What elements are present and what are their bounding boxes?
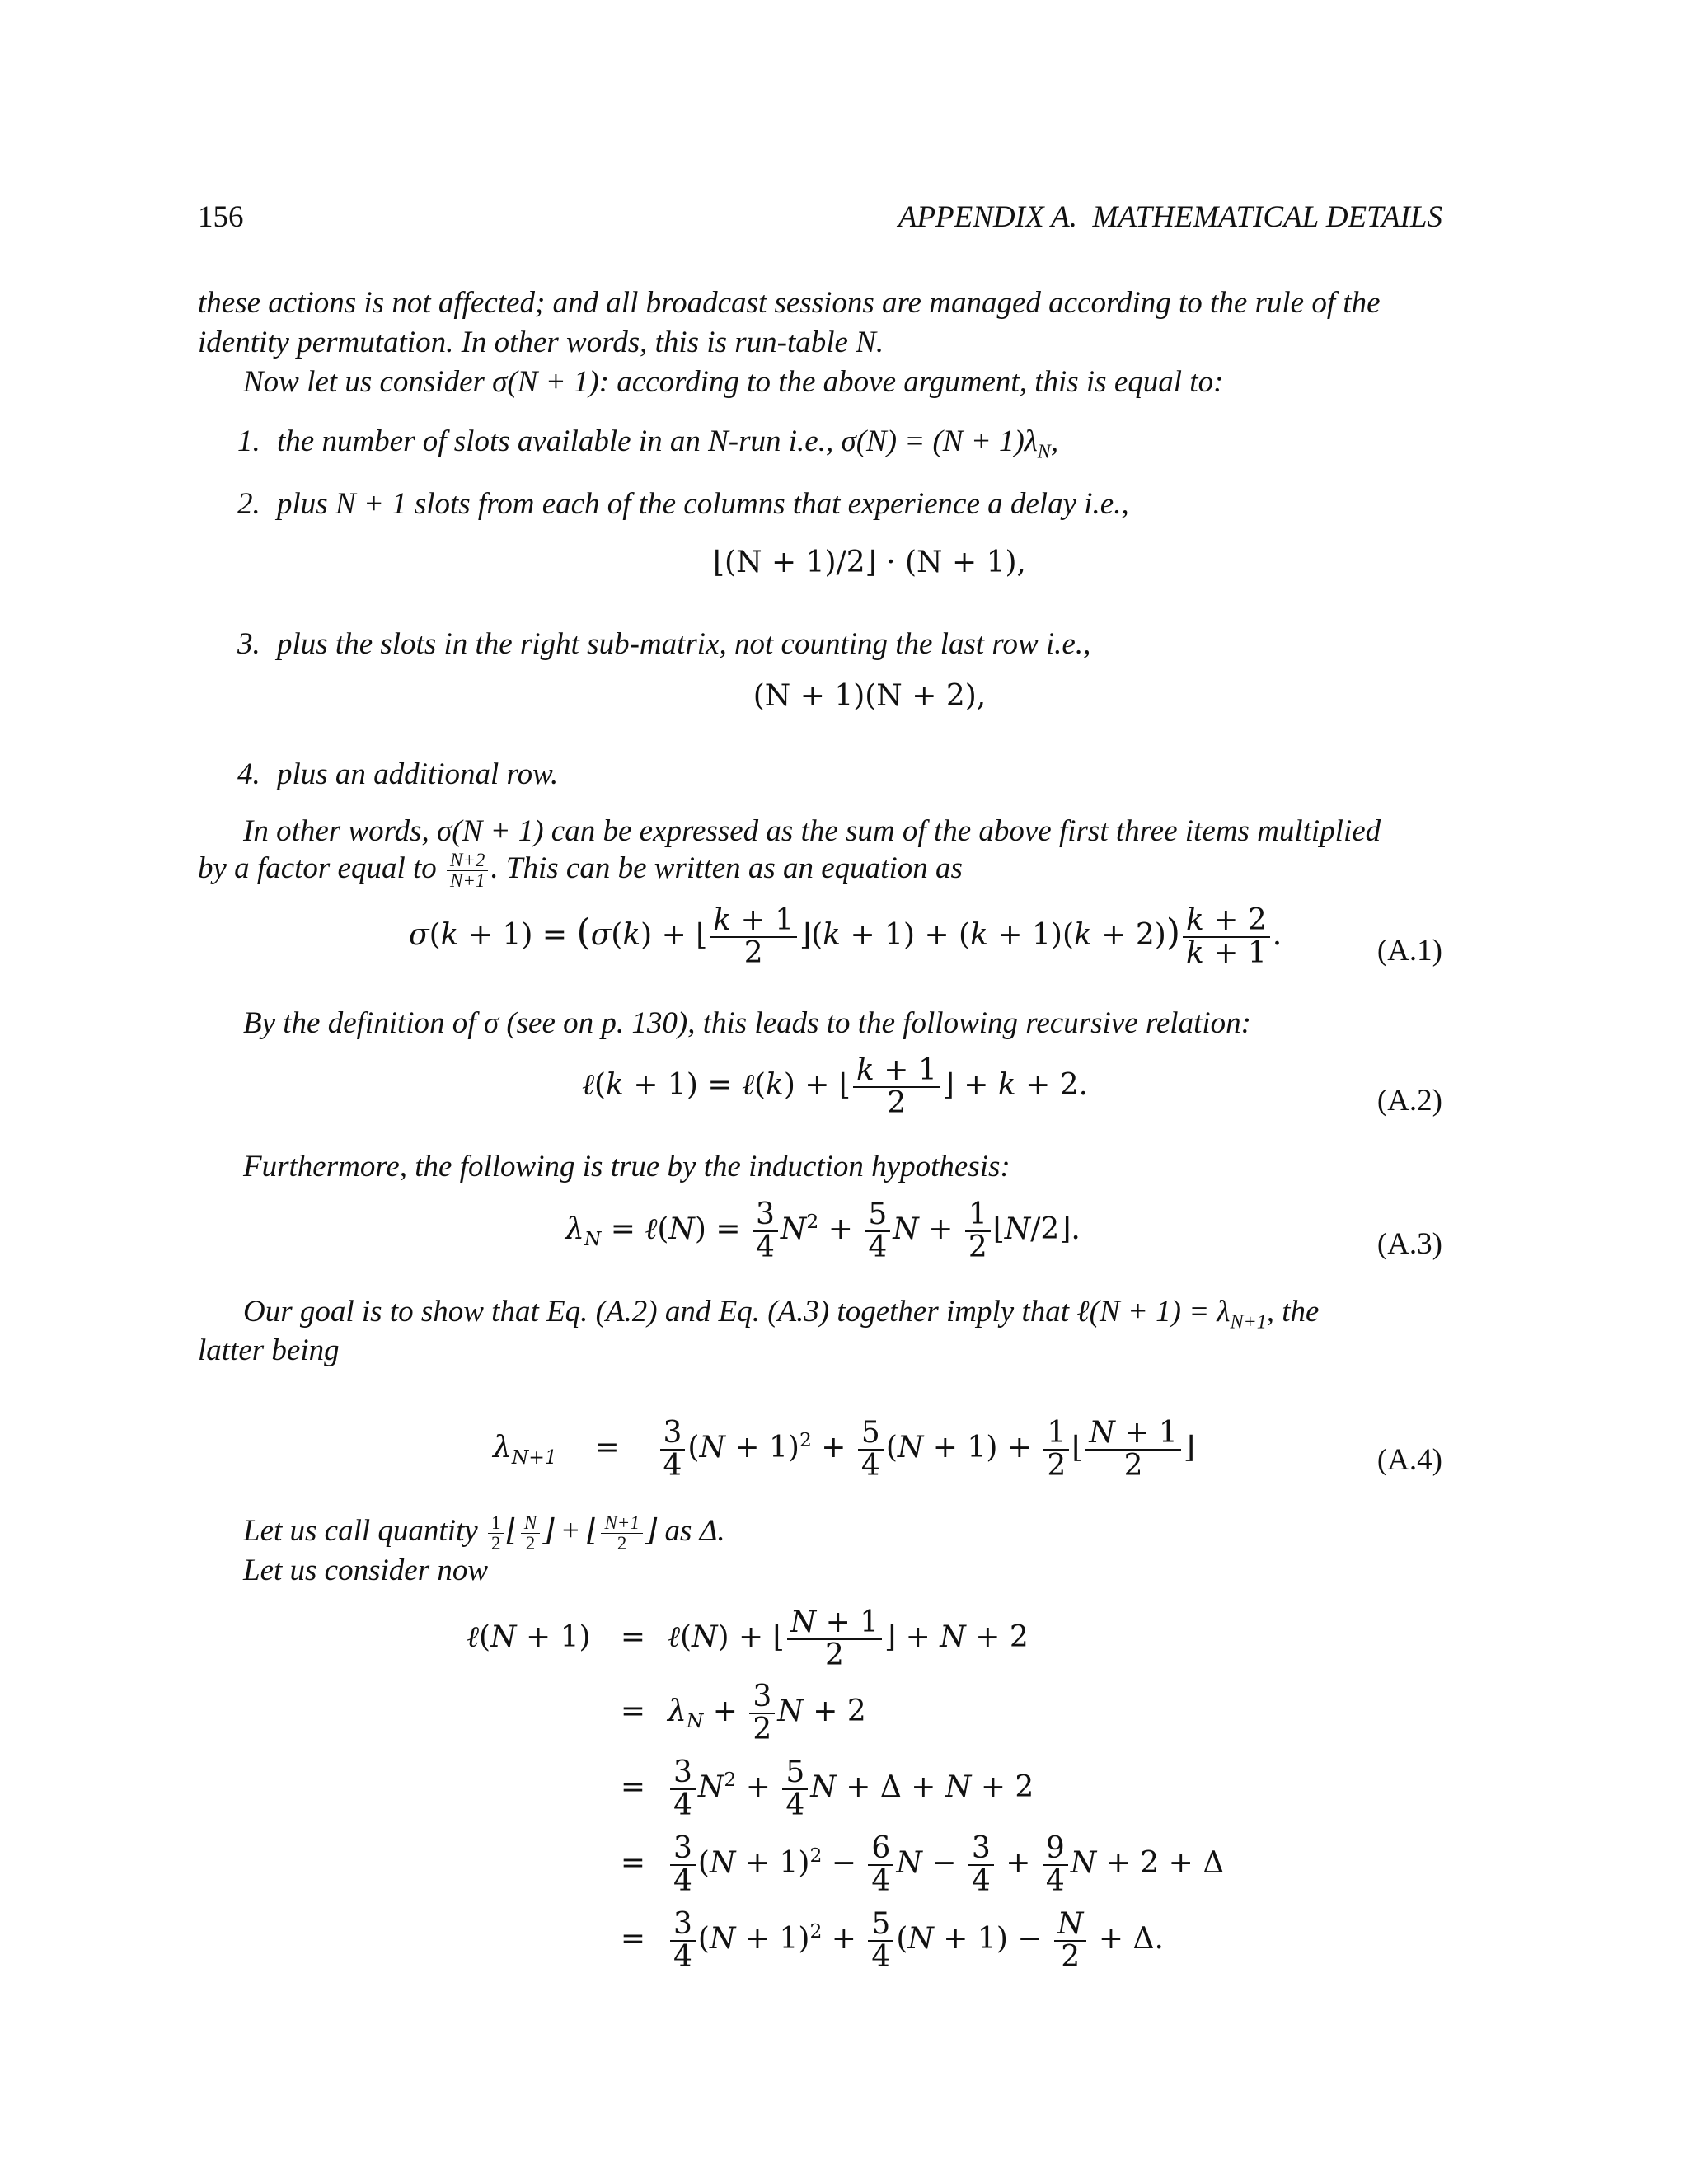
list-item-text: plus N + 1 slots from each of the columns that experience a delay i.e., <box>277 487 1129 521</box>
list-item-text: plus the slots in the right sub-matrix, not counting the last row i.e., <box>277 627 1091 661</box>
paragraph-7-tail: as Δ. <box>664 1514 725 1548</box>
paragraph-4: By the definition of σ (see on p. 130), this leads to the following recursive relation: <box>243 1006 1251 1040</box>
list-item-number: 1. <box>237 424 260 458</box>
equation-a3: $\lambda_N$ = ℓ(N) = $\frac{3}{4}$ $N^2$ + $\frac{5}{4}$ N + $\frac{1}{2}$ ⌊N/2⌋. <box>565 1197 1081 1264</box>
list-item-text: the number of slots available in an N-run i.e., σ(N) = (N + 1)λ <box>277 424 1038 458</box>
list-item-number: 2. <box>237 487 260 521</box>
paragraph-6-subscript: N+1 <box>1230 1311 1267 1333</box>
paragraph-3-line-1: In other words, σ(N + 1) can be expressed as the sum of the above first three items multiplied <box>243 814 1381 848</box>
equation-a4: $\lambda_{N+1}$ = $\frac{3}{4}$ $(N + 1)^2$ + $\frac{5}{4}$ (N + 1) + $\frac{1}{2}$ ⌊ $\frac{N + 1}{2}$ ⌋ <box>493 1416 1195 1483</box>
list-item-2 <box>237 485 1441 524</box>
paragraph-2: Now let us consider σ(N + 1): according to the above argument, this is equal to: <box>243 365 1224 399</box>
list-item-text: plus an additional row. <box>277 757 559 791</box>
derivation-row-5: = $\frac{3}{4}$ $(N + 1)^2$ + $\frac{5}{4}$ (N + 1) − $\frac{N}{2}$ + Δ. <box>620 1907 1164 1974</box>
running-title: APPENDIX A. MATHEMATICAL DETAILS <box>898 200 1442 234</box>
equation-a1-label: (A.1) <box>1376 934 1442 968</box>
paragraph-6-line-2: latter being <box>198 1333 340 1367</box>
paragraph-6-tail: , the <box>1266 1295 1320 1329</box>
equation-a2: ℓ(k + 1) = ℓ(k) + ⌊ $\frac{k + 1}{2}$ ⌋ + k + 2. <box>582 1053 1089 1120</box>
equation-a3-label: (A.3) <box>1376 1227 1442 1261</box>
list-item-subscript: N <box>1037 441 1051 463</box>
paragraph-1-line-2: identity permutation. In other words, this is run-table N. <box>198 326 884 359</box>
paragraph-3-text-tail: . This can be written as an equation as <box>490 851 963 885</box>
n-plus-1-over-2-fraction: $\frac{N+1}{2}$ <box>601 1513 642 1554</box>
item-2-equation: ⌊(N + 1)/2⌋ · (N + 1), <box>713 546 1026 579</box>
paragraph-6-text: Our goal is to show that Eq. (A.2) and Eq. (A.3) together imply that ℓ(N + 1) = λ <box>243 1295 1231 1329</box>
equation-a1: σ(k + 1) = (σ(k) + ⌊ $\frac{k + 1}{2}$ ⌋(k + 1) + (k + 1)(k + 2)) $\frac{k + 2}{k + 1}$ . <box>409 903 1282 970</box>
equation-a2-label: (A.2) <box>1376 1084 1442 1118</box>
list-item-number: 4. <box>237 757 260 791</box>
list-item-3 <box>237 625 1441 664</box>
n-over-2-fraction: $\frac{N}{2}$ <box>521 1513 540 1554</box>
item-3-equation: (N + 1)(N + 2), <box>753 679 987 713</box>
paragraph-3-text: by a factor equal to <box>198 851 437 885</box>
derivation-row-4: = $\frac{3}{4}$ $(N + 1)^2$ − $\frac{6}{4}$ N − $\frac{3}{4}$ + $\frac{9}{4}$ N + 2 + Δ <box>620 1831 1225 1898</box>
derivation-row-3: = $\frac{3}{4}$ $N^2$ + $\frac{5}{4}$ N + Δ + N + 2 <box>620 1755 1034 1822</box>
paragraph-8: Let us consider now <box>243 1554 489 1587</box>
derivation-row-1: ℓ(N + 1) = ℓ(N) + ⌊ $\frac{N + 1}{2}$ ⌋ + N + 2 <box>467 1605 1029 1672</box>
paragraph-7-text: Let us call quantity <box>243 1514 478 1548</box>
factor-fraction <box>447 851 488 891</box>
list-item-number: 3. <box>237 627 260 661</box>
list-item-1 <box>237 422 1441 466</box>
paragraph-1-line-1: these actions is not affected; and all broadcast sessions are managed according to the rule of the <box>198 286 1381 320</box>
page-number: 156 <box>198 200 244 234</box>
list-item-tail: , <box>1050 424 1059 458</box>
list-item-4 <box>237 755 1441 794</box>
equation-a4-label: (A.4) <box>1376 1443 1442 1477</box>
derivation-row-2: = $\lambda_N$ + $\frac{3}{2}$ N + 2 <box>620 1680 866 1746</box>
fraction-numerator: N+2 <box>447 851 488 871</box>
paragraph-7: Let us call quantity $\frac{1}{2}$ ⌊ $\frac{N}{2}$ ⌋ + ⌊ $\frac{N+1}{2}$ ⌋ as Δ. <box>243 1511 725 1554</box>
half-fraction: $\frac{1}{2}$ <box>488 1513 504 1554</box>
paragraph-3-line-2 <box>198 849 1442 891</box>
paragraph-5: Furthermore, the following is true by the induction hypothesis: <box>243 1150 1010 1183</box>
paragraph-1 <box>198 284 1442 363</box>
fraction-denominator: N+1 <box>450 870 485 892</box>
